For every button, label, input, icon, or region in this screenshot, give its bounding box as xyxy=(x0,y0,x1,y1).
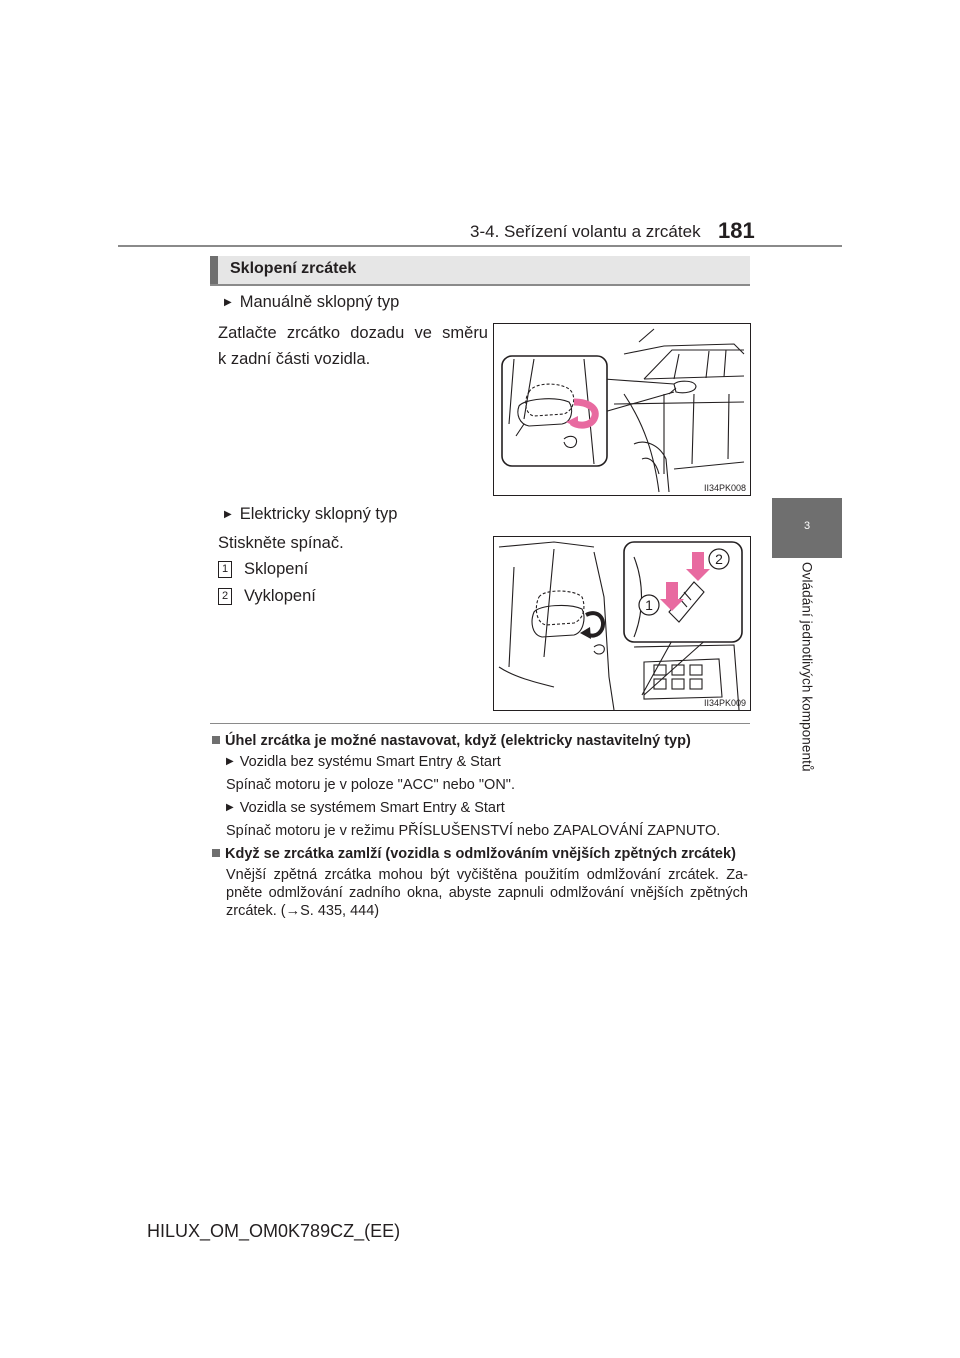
callout-2: 2 xyxy=(715,551,723,567)
manual-text-line1: Zatlačte zrcátko dozadu ve směru xyxy=(218,324,488,342)
note-condition-text: Vozidla bez systému Smart Entry & Start xyxy=(239,754,501,770)
note-text: Spínač motoru je v poloze "ACC" nebo "ON". xyxy=(226,777,515,793)
note-heading-text: Úhel zrcátka je možné nastavovat, když (elektricky nastavitelný typ) xyxy=(225,733,691,749)
note-text-line: Vnější zpětná zrcátka mohou být vyčištěna použitím odmlžování zrcátek. Za- xyxy=(226,867,748,883)
square-bullet-icon xyxy=(212,736,220,744)
note-text: Spínač motoru je v režimu PŘÍSLUŠENSTVÍ nebo ZAPALOVÁNÍ ZAPNUTO. xyxy=(226,823,721,839)
list-item xyxy=(218,583,316,609)
electric-mirror-figure xyxy=(493,536,751,711)
triangle-bullet-icon: ▶ xyxy=(224,297,232,308)
triangle-bullet-icon: ▶ xyxy=(226,756,234,767)
section-title-bar xyxy=(210,256,750,286)
section-title: Sklopení zrcátek xyxy=(230,260,357,277)
manual-heading-text: Manuálně sklopný typ xyxy=(239,293,400,311)
header-rule xyxy=(118,245,842,247)
chapter-number: 3 xyxy=(803,520,811,532)
footer-doc-code: HILUX_OM_OM0K789CZ_(EE) xyxy=(147,1221,401,1241)
chapter-label-text: Ovládání jednotlivých komponentů xyxy=(799,562,815,772)
manual-heading xyxy=(224,289,399,316)
note-heading xyxy=(212,731,752,751)
item-number-box: 1 xyxy=(218,561,232,578)
manual-mirror-illustration xyxy=(494,324,750,495)
note-heading xyxy=(212,844,752,864)
header-section-title: 3-4. Seřízení volantu a zrcátek xyxy=(470,222,701,241)
list-item xyxy=(218,556,308,582)
manual-mirror-figure xyxy=(493,323,751,496)
electric-heading xyxy=(224,501,397,528)
section-divider xyxy=(210,723,750,724)
callout-1: 1 xyxy=(645,597,653,613)
electric-mirror-illustration xyxy=(494,537,750,710)
item-number-box: 2 xyxy=(218,588,232,605)
figure-code: II34PK009 xyxy=(703,698,746,708)
figure-code: II34PK008 xyxy=(703,483,746,493)
chapter-tab xyxy=(772,498,842,558)
note-condition xyxy=(226,799,505,817)
section-title-accent xyxy=(210,256,218,284)
item-label: Vyklopení xyxy=(244,587,316,605)
item-label: Sklopení xyxy=(244,560,309,578)
manual-text-line2: k zadní části vozidla. xyxy=(218,350,371,368)
square-bullet-icon xyxy=(212,849,220,857)
chapter-label xyxy=(772,562,842,802)
electric-heading-text: Elektricky sklopný typ xyxy=(239,505,398,523)
triangle-bullet-icon: ▶ xyxy=(224,509,232,520)
note-heading-text: Když se zrcátka zamlží (vozidla s odmlžováním vnějších zpětných zrcátek) xyxy=(225,846,736,862)
note-text-line: zrcátek. (→S. 435, 444) xyxy=(226,903,380,919)
note-text-line: pněte odmlžování zadního okna, abyste zapnuli odmlžování vnějších zpětných xyxy=(226,885,748,901)
note-condition xyxy=(226,753,501,771)
page-number: 181 xyxy=(718,218,755,243)
note-condition-text: Vozidla se systémem Smart Entry & Start xyxy=(239,800,505,816)
electric-text: Stiskněte spínač. xyxy=(218,534,344,552)
triangle-bullet-icon: ▶ xyxy=(226,802,234,813)
